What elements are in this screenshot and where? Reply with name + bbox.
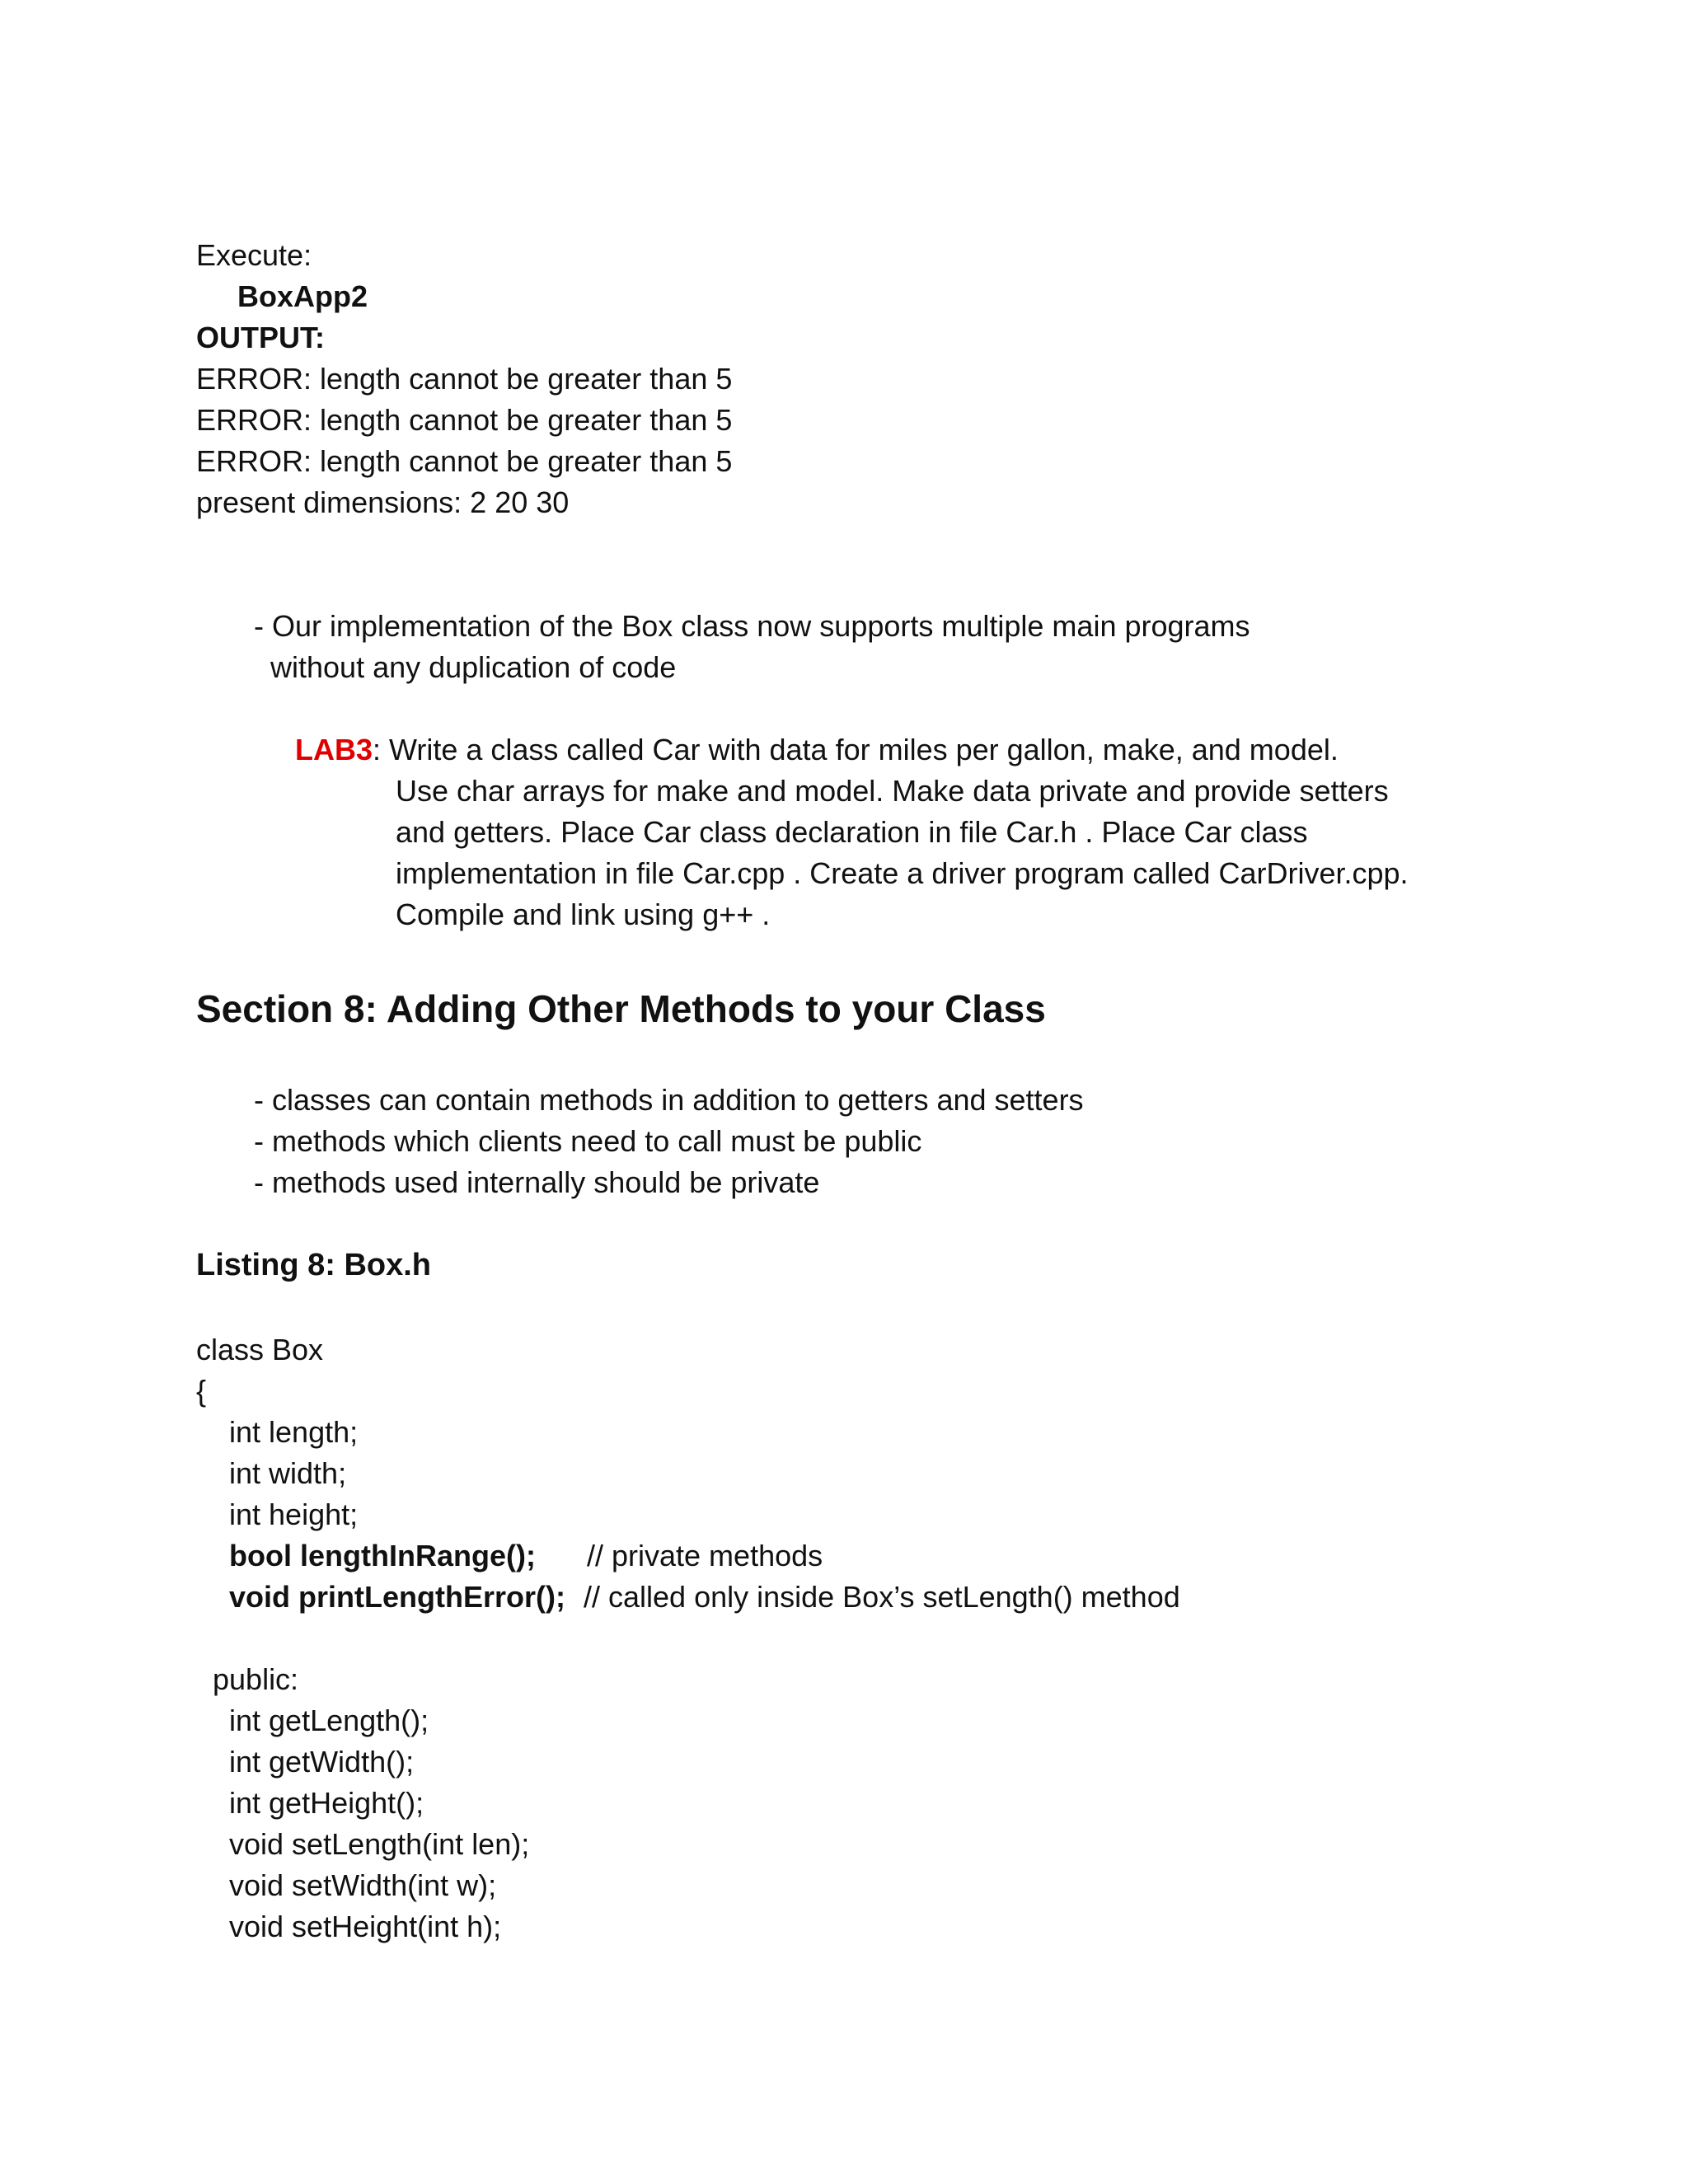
code-comment: // called only inside Box’s setLength() method	[584, 1580, 1180, 1614]
output-label: OUTPUT:	[196, 321, 325, 354]
lab3-first-line	[295, 732, 1339, 768]
lab3-text: : Write a class called Car with data for miles per gallon, make, and model.	[373, 733, 1339, 766]
output-line: ERROR: length cannot be greater than 5	[196, 403, 733, 437]
section-bullet: - methods used internally should be private	[254, 1165, 820, 1199]
code-public-method: void setWidth(int w);	[229, 1868, 497, 1902]
output-line: ERROR: length cannot be greater than 5	[196, 362, 733, 396]
note-line: - Our implementation of the Box class now supports multiple main programs	[254, 609, 1250, 643]
lab3-line: and getters. Place Car class declaration in file Car.h . Place Car class	[396, 815, 1308, 849]
code-public-method: void setLength(int len);	[229, 1827, 530, 1861]
section-heading: Section 8: Adding Other Methods to your Class	[196, 987, 1046, 1030]
lab3-line: Compile and link using g++ .	[396, 898, 771, 931]
code-comment: // private methods	[587, 1539, 823, 1572]
code-open-brace: {	[196, 1374, 207, 1408]
code-field: int width;	[229, 1456, 347, 1490]
code-private-method: void printLengthError();	[229, 1580, 565, 1614]
execute-label: Execute:	[196, 238, 312, 272]
code-field: int length;	[229, 1415, 359, 1449]
note-line: without any duplication of code	[270, 650, 677, 684]
listing-heading: Listing 8: Box.h	[196, 1248, 431, 1282]
code-public-method: void setHeight(int h);	[229, 1910, 502, 1943]
code-field: int height;	[229, 1497, 359, 1531]
lab3-tag: LAB3	[295, 733, 373, 766]
code-public-method: int getHeight();	[229, 1786, 424, 1820]
code-class-decl: class Box	[196, 1333, 324, 1366]
output-line: present dimensions: 2 20 30	[196, 485, 570, 519]
section-bullet: - classes can contain methods in addition to getters and setters	[254, 1083, 1084, 1117]
code-public-method: int getLength();	[229, 1704, 429, 1737]
code-private-method: bool lengthInRange();	[229, 1539, 536, 1572]
section-bullet: - methods which clients need to call must be public	[254, 1124, 922, 1158]
lab3-line: Use char arrays for make and model. Make data private and provide setters	[396, 774, 1389, 808]
code-public-label: public:	[213, 1662, 299, 1696]
output-line: ERROR: length cannot be greater than 5	[196, 444, 733, 478]
execute-program: BoxApp2	[237, 279, 368, 313]
code-public-method: int getWidth();	[229, 1745, 415, 1779]
lab3-line: implementation in file Car.cpp . Create a driver program called CarDriver.cpp.	[396, 856, 1409, 890]
